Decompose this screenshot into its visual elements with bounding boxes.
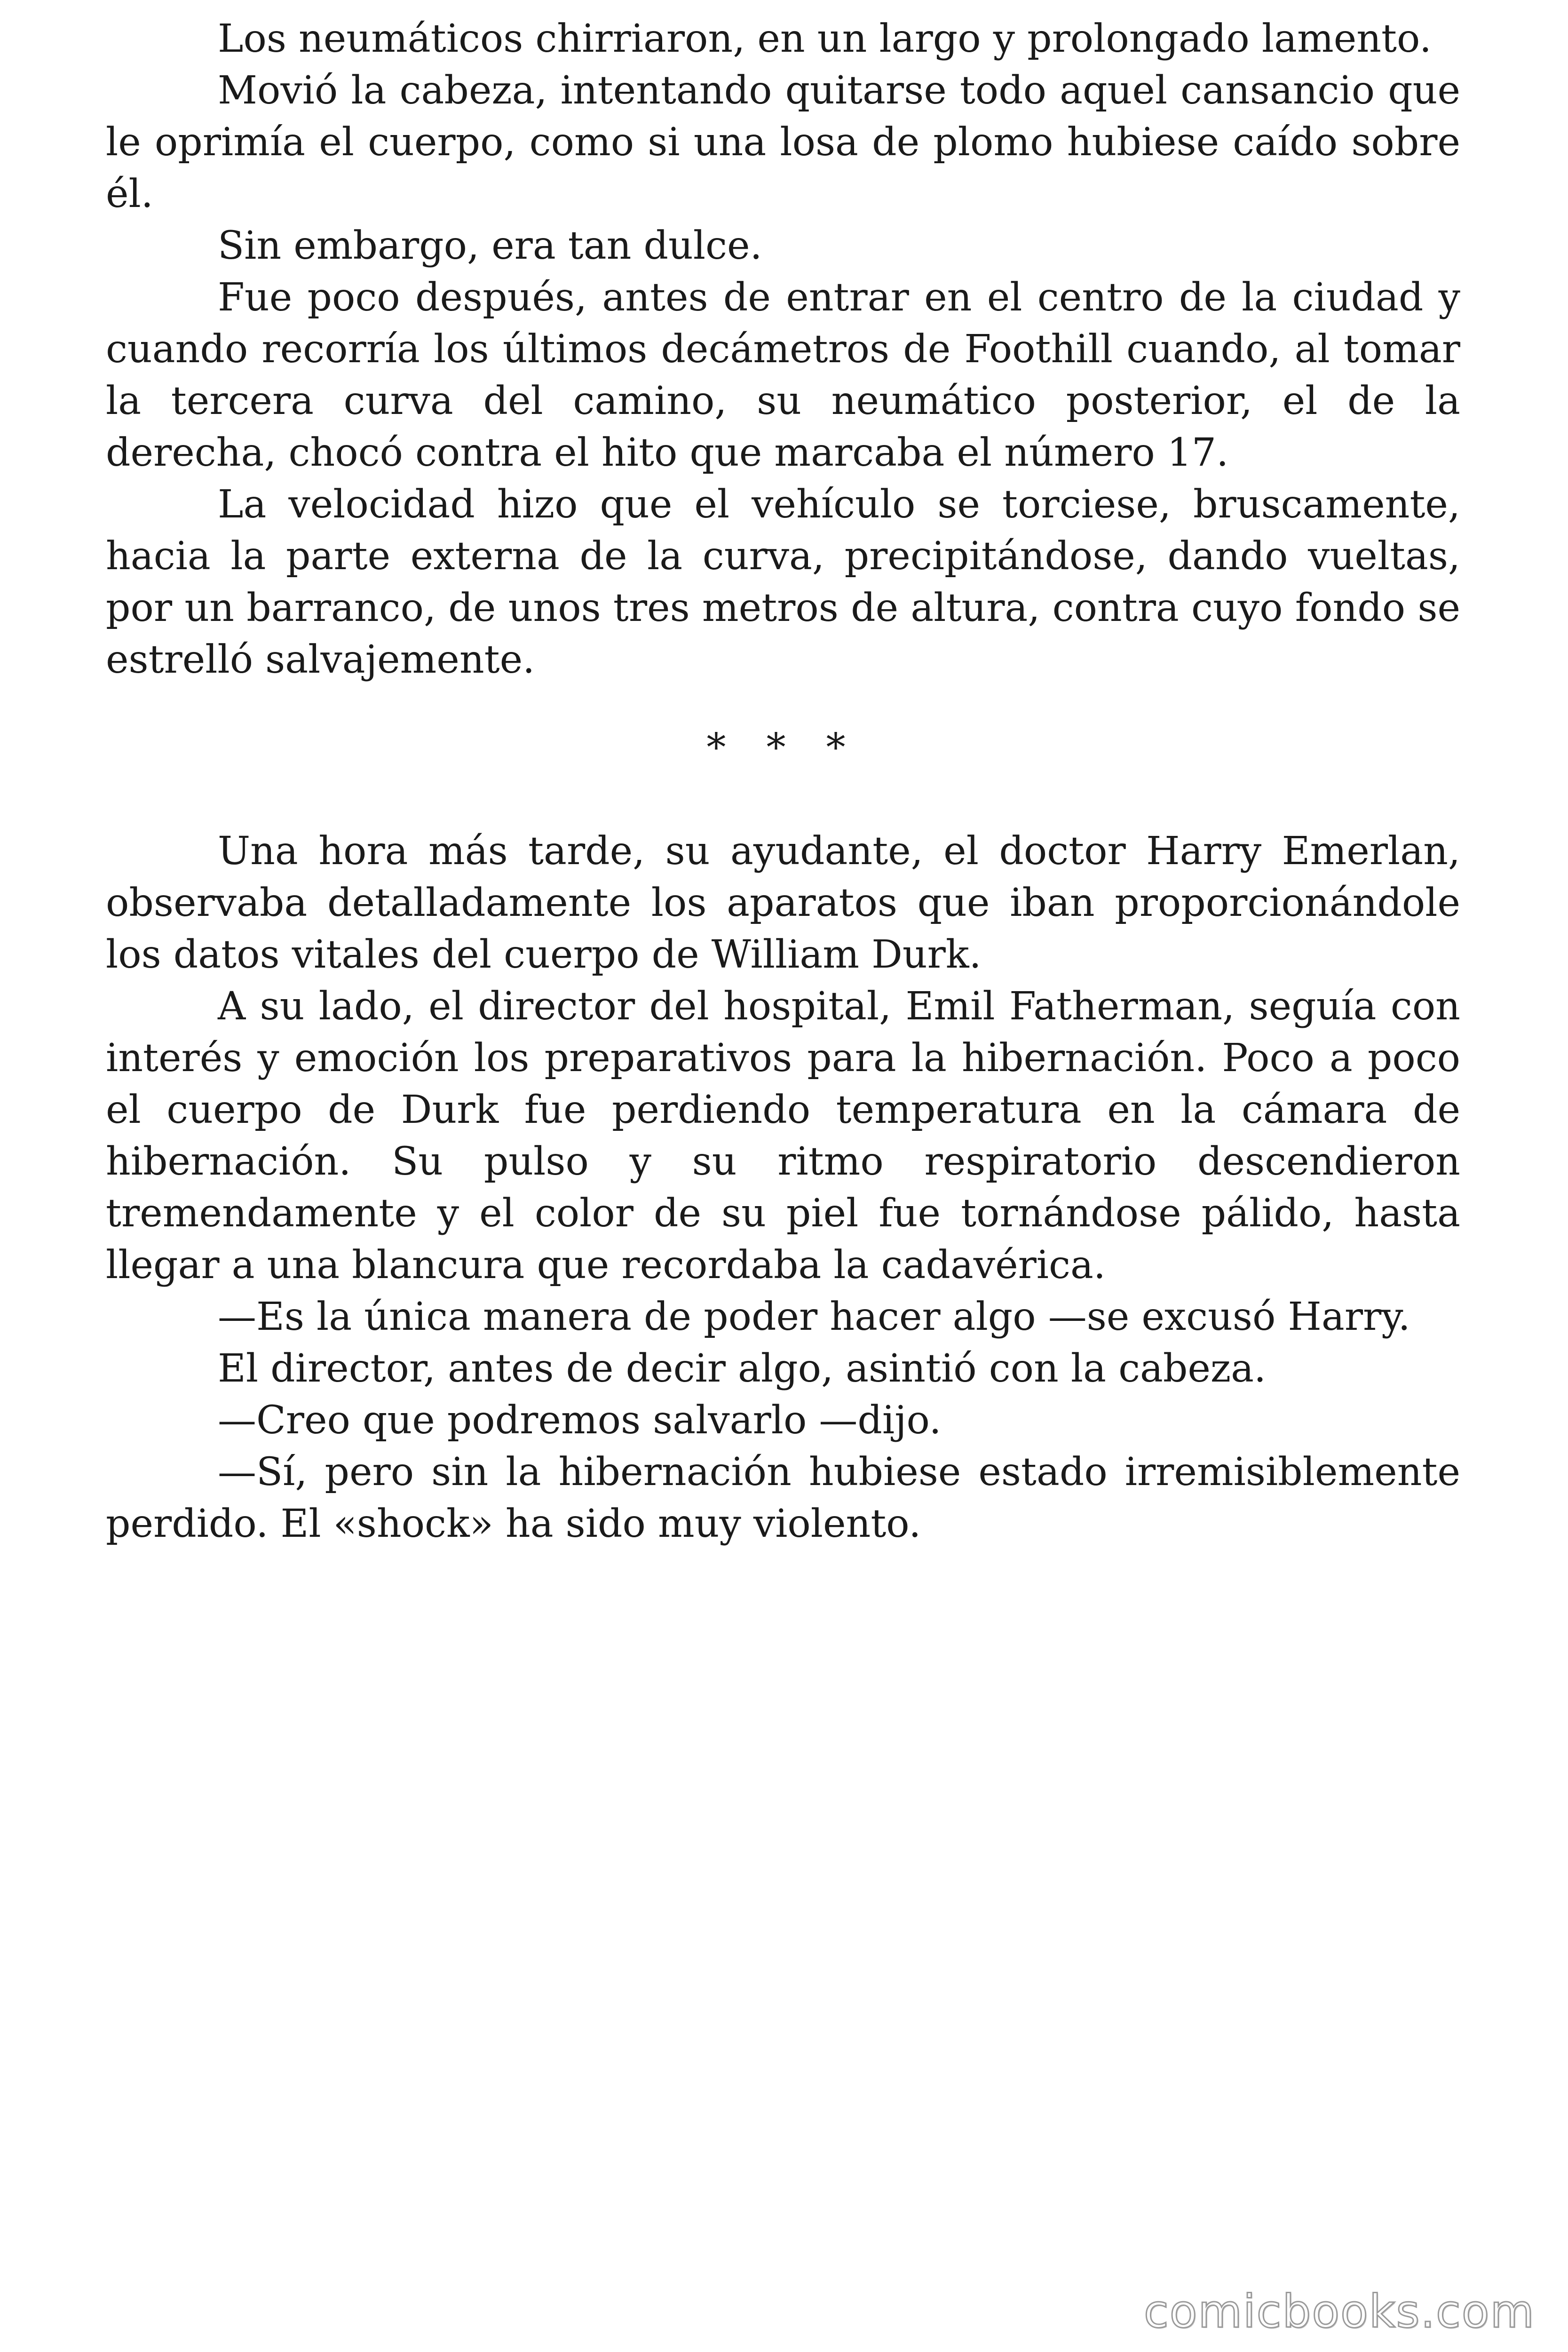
paragraph: Una hora más tarde, su ayudante, el doctor Harry Emerlan, observaba detalladamente los aparatos que iban proporcionándole los datos vitales del cuerpo de William Durk. — [106, 829, 1460, 977]
section-two-text — [106, 826, 1460, 1550]
paragraph: —Sí, pero sin la hibernación hubiese estado irremisiblemente perdido. El «shock» ha sido muy violento. — [106, 1450, 1460, 1546]
watermark-logo: comicbooks.com — [1143, 2285, 1535, 2338]
paragraph: Sin embargo, era tan dulce. — [218, 223, 762, 268]
paragraph: —Creo que podremos salvarlo —dijo. — [218, 1398, 942, 1443]
paragraph: Los neumáticos chirriaron, en un largo y prolongado lamento. — [218, 16, 1432, 61]
paragraph: El director, antes de decir algo, asintió con la cabeza. — [218, 1346, 1267, 1391]
scene-break-separator: * * * — [706, 725, 860, 770]
paragraph: A su lado, el director del hospital, Emil Fatherman, seguía con interés y emoción los preparativos para la hibernación. Poco a poco el cuerpo de Durk fue perdiendo temperatura en la cámara de hibernación. Su pulso y su ritmo respiratorio descendieron tremendamente y el color de su piel fue tornándose pálido, hasta llegar a una blancura que recordaba la cadavérica. — [106, 984, 1460, 1287]
paragraph: Fue poco después, antes de entrar en el centro de la ciudad y cuando recorría los últimos decámetros de Foothill cuando, al tomar la tercera curva del camino, su neumático posterior, el de la derecha, chocó contra el hito que marcaba el número 17. — [106, 275, 1460, 475]
paragraph: Movió la cabeza, intentando quitarse todo aquel cansancio que le oprimía el cuerpo, como si una losa de plomo hubiese caído sobre él. — [106, 68, 1460, 216]
section-one-text — [106, 13, 1460, 686]
paragraph: —Es la única manera de poder hacer algo —se excusó Harry. — [218, 1295, 1410, 1339]
paragraph: La velocidad hizo que el vehículo se torciese, bruscamente, hacia la parte externa de la curva, precipitándose, dando vueltas, por un barranco, de unos tres metros de altura, contra cuyo fondo se estrelló salvajemente. — [106, 482, 1460, 682]
